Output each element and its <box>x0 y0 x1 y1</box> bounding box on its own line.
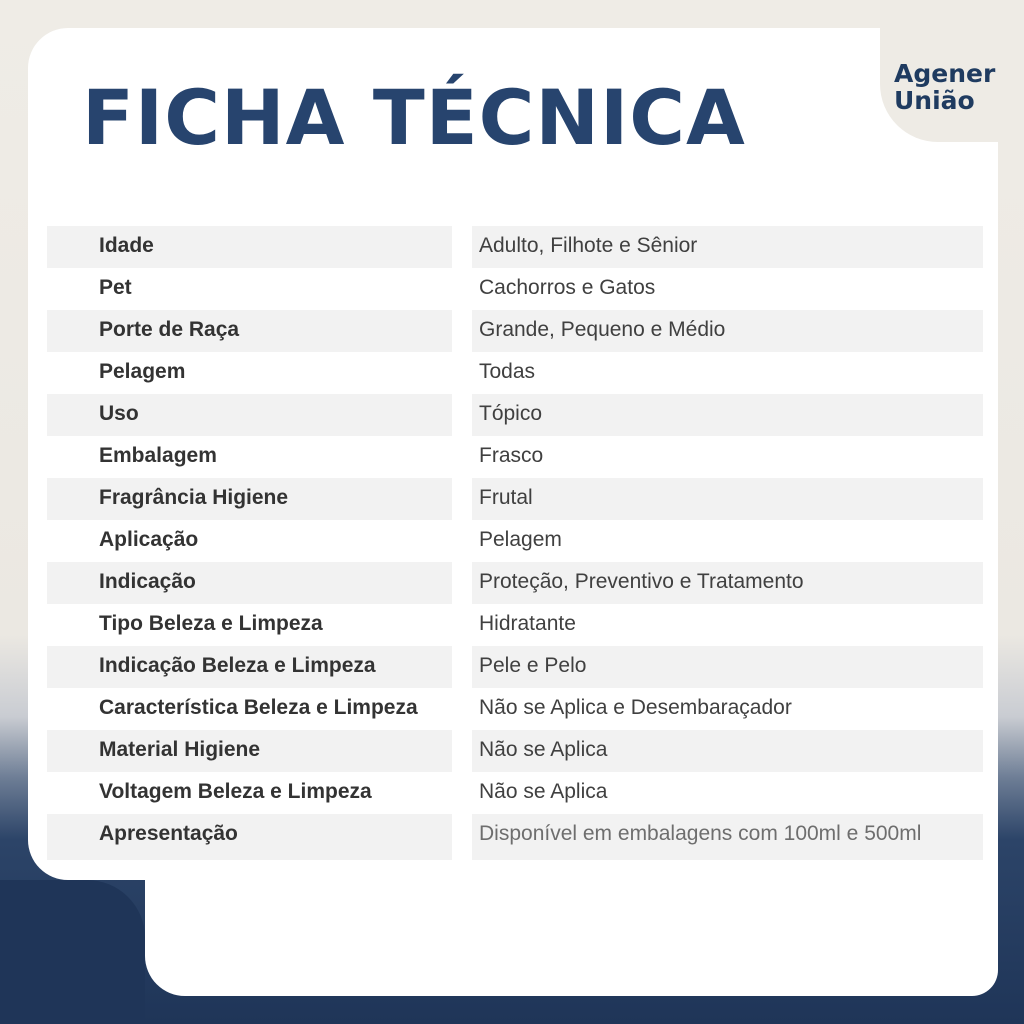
row-value: Cachorros e Gatos <box>479 276 656 299</box>
table-row <box>47 772 983 814</box>
row-value: Grande, Pequeno e Médio <box>472 310 983 352</box>
spec-table <box>47 226 983 856</box>
table-row <box>47 520 983 562</box>
table-row <box>47 814 983 856</box>
row-label: Característica Beleza e Limpeza <box>99 696 418 719</box>
row-label: Indicação Beleza e Limpeza <box>47 646 452 688</box>
table-row <box>47 646 983 688</box>
table-row <box>47 688 983 730</box>
row-label: Voltagem Beleza e Limpeza <box>99 780 372 803</box>
row-value: Hidratante <box>479 612 576 635</box>
row-label: Porte de Raça <box>47 310 452 352</box>
row-value: Não se Aplica e Desembaraçador <box>479 696 792 719</box>
brand-logo <box>894 60 995 114</box>
table-row <box>47 310 983 352</box>
row-value: Não se Aplica <box>472 730 983 772</box>
brand-line-2: União <box>894 86 975 115</box>
row-value: Não se Aplica <box>479 780 608 803</box>
row-label: Embalagem <box>99 444 217 467</box>
page-title: FICHA TÉCNICA <box>82 73 746 162</box>
row-label: Uso <box>47 394 452 436</box>
row-value: Pelagem <box>479 528 562 551</box>
table-row <box>47 226 983 268</box>
table-row <box>47 562 983 604</box>
row-value: Frasco <box>479 444 544 467</box>
row-label: Pet <box>99 276 132 299</box>
row-value: Proteção, Preventivo e Tratamento <box>472 562 983 604</box>
table-row <box>47 352 983 394</box>
corner-notch-bottom-left <box>0 880 145 1024</box>
row-label: Tipo Beleza e Limpeza <box>99 612 323 635</box>
row-value: Tópico <box>472 394 983 436</box>
table-row <box>47 436 983 478</box>
table-row <box>47 394 983 436</box>
row-label: Aplicação <box>99 528 199 551</box>
row-value: Frutal <box>472 478 983 520</box>
row-label: Idade <box>47 226 452 268</box>
row-value: Disponível em embalagens com 100ml e 500ml <box>472 814 983 860</box>
row-label: Apresentação <box>47 814 452 860</box>
table-row <box>47 268 983 310</box>
table-row <box>47 478 983 520</box>
row-label: Indicação <box>47 562 452 604</box>
row-value: Pele e Pelo <box>472 646 983 688</box>
row-label: Pelagem <box>99 360 186 383</box>
row-label: Material Higiene <box>47 730 452 772</box>
row-value: Adulto, Filhote e Sênior <box>472 226 983 268</box>
row-value: Todas <box>479 360 536 383</box>
table-row <box>47 604 983 646</box>
brand-line-1: Agener <box>894 59 996 88</box>
row-label: Fragrância Higiene <box>47 478 452 520</box>
table-row <box>47 730 983 772</box>
